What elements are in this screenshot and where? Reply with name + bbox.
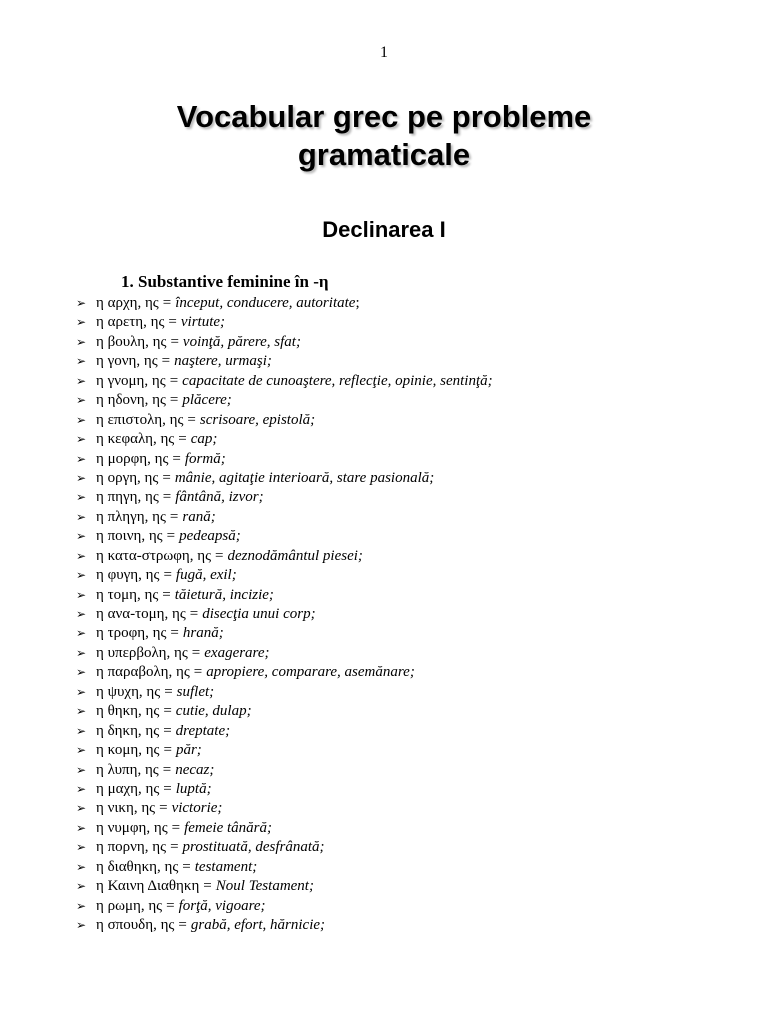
arrow-bullet-icon: ➢ — [76, 879, 87, 894]
equals-sign: = — [163, 742, 172, 759]
greek-term: η σπουδη, ης — [96, 917, 175, 933]
arrow-bullet-icon: ➢ — [76, 684, 87, 699]
arrow-bullet-icon: ➢ — [76, 645, 87, 660]
list-item — [76, 858, 493, 877]
equals-sign: = — [163, 567, 172, 584]
equals-sign: = — [169, 508, 179, 525]
romanian-meaning: voinţă, părere, sfat; — [182, 333, 301, 350]
equals-sign: = — [162, 489, 172, 506]
arrow-bullet-icon: ➢ — [76, 354, 87, 369]
equals-sign: = — [170, 625, 179, 642]
list-item — [76, 741, 493, 760]
greek-term: η νυμφη, ης — [96, 819, 168, 836]
romanian-meaning: capacitate de cunoaştere, reflecţie, opinie, sentinţă; — [182, 372, 493, 389]
arrow-bullet-icon: ➢ — [76, 568, 87, 583]
greek-term: η λυπη, ης — [96, 761, 159, 778]
equals-sign: = — [170, 333, 179, 350]
equals-sign: = — [164, 683, 173, 700]
list-item — [76, 547, 493, 566]
arrow-bullet-icon: ➢ — [76, 529, 87, 544]
greek-term: η ηδονη, ης — [96, 392, 166, 409]
equals-sign: = — [163, 703, 172, 720]
greek-term: η διαθηκη, ης — [96, 858, 179, 875]
list-item — [76, 838, 493, 857]
greek-term: η κομη, ης — [96, 742, 160, 759]
greek-term: η πληγη, ης — [96, 508, 166, 525]
romanian-meaning: victorie; — [171, 800, 223, 817]
romanian-meaning: cap; — [190, 431, 218, 448]
arrow-bullet-icon: ➢ — [76, 918, 87, 932]
romanian-meaning: necaz; — [175, 761, 215, 778]
arrow-bullet-icon: ➢ — [76, 451, 87, 466]
list-item — [76, 508, 493, 527]
list-item — [76, 761, 493, 780]
equals-sign: = — [215, 547, 224, 564]
equals-sign: = — [182, 858, 191, 875]
equals-sign: = — [191, 644, 201, 661]
list-item — [76, 605, 493, 624]
equals-sign: = — [162, 469, 171, 486]
equals-sign: = — [189, 606, 199, 622]
romanian-meaning: forţă, vigoare; — [178, 897, 266, 914]
romanian-meaning: testament; — [194, 858, 258, 875]
list-item — [76, 586, 493, 605]
greek-term: η θηκη, ης — [96, 703, 160, 720]
arrow-bullet-icon: ➢ — [76, 373, 87, 388]
greek-term: η μαχη, ης — [96, 780, 160, 797]
romanian-meaning: plăcere; — [182, 392, 232, 409]
greek-term: η γονη, ης — [96, 353, 158, 370]
equals-sign: = — [169, 372, 179, 389]
arrow-bullet-icon: ➢ — [76, 587, 87, 602]
romanian-meaning: cutie, dulap; — [175, 703, 252, 720]
arrow-bullet-icon: ➢ — [76, 607, 87, 621]
romanian-meaning: deznodământul piesei; — [227, 547, 363, 564]
greek-term: η ρωμη, ης — [96, 897, 163, 914]
greek-term: η οργη, ης — [96, 469, 159, 486]
equals-sign: = — [162, 586, 171, 603]
arrow-bullet-icon: ➢ — [76, 743, 87, 758]
equals-sign: = — [170, 839, 179, 856]
arrow-bullet-icon: ➢ — [76, 801, 87, 816]
romanian-meaning: grabă, efort, hărnicie; — [190, 917, 326, 933]
arrow-bullet-icon: ➢ — [76, 412, 87, 427]
list-item — [76, 916, 493, 935]
list-item — [76, 450, 493, 469]
romanian-meaning: prostituată, desfrânată; — [182, 839, 325, 856]
list-item — [76, 897, 493, 916]
greek-term: η τομη, ης — [96, 586, 159, 603]
greek-term: η βουλη, ης — [96, 333, 167, 350]
arrow-bullet-icon: ➢ — [76, 393, 87, 408]
list-item — [76, 488, 493, 507]
romanian-meaning: suflet; — [176, 683, 215, 700]
romanian-meaning: tăietură, incizie; — [174, 586, 274, 603]
arrow-bullet-icon: ➢ — [76, 762, 87, 777]
equals-sign: = — [163, 722, 172, 739]
arrow-bullet-icon: ➢ — [76, 490, 87, 505]
romanian-meaning: luptă; — [175, 780, 212, 797]
greek-term: η γνομη, ης — [96, 372, 166, 389]
document-title: Vocabular grec pe probleme gramaticale — [176, 99, 592, 172]
equals-sign: = — [166, 897, 175, 914]
greek-term: η Καινη Διαθηκη — [96, 878, 200, 895]
list-item — [76, 624, 493, 643]
list-item — [76, 352, 493, 371]
list-item — [76, 527, 493, 546]
list-item — [76, 722, 493, 741]
arrow-bullet-icon: ➢ — [76, 781, 87, 796]
greek-term: η ψυχη, ης — [96, 683, 161, 700]
list-item — [76, 372, 493, 391]
romanian-meaning: femeie tânără; — [184, 819, 272, 836]
greek-term: η παραβολη, ης — [96, 664, 190, 681]
arrow-bullet-icon: ➢ — [76, 296, 87, 310]
greek-term: η μορφη, ης — [96, 450, 169, 467]
greek-term: η αρετη, ης — [96, 314, 165, 331]
romanian-meaning: virtute; — [180, 314, 226, 331]
list-item — [76, 877, 493, 896]
list-item — [76, 313, 493, 332]
arrow-bullet-icon: ➢ — [76, 859, 87, 874]
romanian-meaning: pedeapsă; — [179, 528, 241, 545]
list-item — [76, 644, 493, 663]
arrow-bullet-icon: ➢ — [76, 723, 87, 738]
equals-sign: = — [171, 819, 181, 836]
arrow-bullet-icon: ➢ — [76, 626, 87, 641]
romanian-meaning: rană; — [182, 508, 216, 525]
list-item — [76, 411, 493, 430]
arrow-bullet-icon: ➢ — [76, 898, 87, 913]
greek-term: η τροφη, ης — [96, 625, 167, 642]
equals-sign: = — [168, 314, 177, 331]
romanian-meaning: exagerare; — [204, 644, 270, 661]
romanian-meaning: mânie, agitaţie interioară, stare pasională; — [174, 469, 435, 486]
equals-sign: = — [162, 761, 172, 778]
greek-term: η πηγη, ης — [96, 489, 159, 506]
list-item — [76, 683, 493, 702]
entry-terminator: ; — [355, 295, 360, 311]
equals-sign: = — [203, 878, 212, 895]
arrow-bullet-icon: ➢ — [76, 470, 87, 485]
romanian-meaning: apropiere, comparare, asemănare; — [206, 664, 415, 681]
list-item — [76, 702, 493, 721]
list-item — [76, 333, 493, 352]
equals-sign: = — [178, 917, 187, 933]
list-item — [76, 819, 493, 838]
romanian-meaning: început, conducere, autoritate — [175, 295, 356, 311]
equals-sign: = — [172, 450, 181, 467]
greek-term: η ανα-τομη, ης — [96, 606, 186, 622]
arrow-bullet-icon: ➢ — [76, 548, 87, 563]
romanian-meaning: păr; — [175, 742, 202, 759]
equals-sign: = — [161, 353, 171, 370]
section-heading: 1. Substantive feminine în -η — [121, 272, 329, 291]
greek-term: η φυγη, ης — [96, 567, 160, 584]
greek-term: η επιστολη, ης — [96, 411, 184, 428]
equals-sign: = — [187, 411, 196, 428]
equals-sign: = — [169, 392, 179, 409]
arrow-bullet-icon: ➢ — [76, 334, 87, 349]
greek-term: η υπερβολη, ης — [96, 644, 188, 661]
list-item — [76, 430, 493, 449]
arrow-bullet-icon: ➢ — [76, 315, 87, 330]
romanian-meaning: dreptate; — [175, 722, 231, 739]
greek-term: η ποινη, ης — [96, 528, 163, 545]
greek-term: η νικη, ης — [96, 800, 156, 817]
romanian-meaning: formă; — [184, 450, 226, 467]
vocabulary-list — [76, 294, 493, 935]
greek-term: η κεφαλη, ης — [96, 431, 175, 448]
romanian-meaning: fugă, exil; — [175, 567, 237, 584]
equals-sign: = — [166, 528, 176, 545]
arrow-bullet-icon: ➢ — [76, 820, 87, 835]
list-item — [76, 566, 493, 585]
list-item — [76, 799, 493, 818]
arrow-bullet-icon: ➢ — [76, 704, 87, 719]
arrow-bullet-icon: ➢ — [76, 840, 87, 855]
arrow-bullet-icon: ➢ — [76, 432, 87, 447]
arrow-bullet-icon: ➢ — [76, 665, 87, 680]
list-item — [76, 294, 493, 313]
equals-sign: = — [163, 780, 172, 797]
greek-term: η δηκη, ης — [96, 722, 160, 739]
romanian-meaning: naştere, urmaşi; — [174, 353, 272, 370]
romanian-meaning: scrisoare, epistolă; — [199, 411, 316, 428]
list-item — [76, 663, 493, 682]
arrow-bullet-icon: ➢ — [76, 509, 87, 524]
greek-term: η κατα-στρωφη, ης — [96, 547, 212, 564]
document-subtitle: Declinarea I — [322, 217, 446, 242]
equals-sign: = — [162, 295, 172, 311]
greek-term: η πορνη, ης — [96, 839, 167, 856]
list-item — [76, 780, 493, 799]
equals-sign: = — [159, 800, 168, 817]
greek-term: η αρχη, ης — [96, 295, 159, 311]
romanian-meaning: fântână, izvor; — [175, 489, 264, 506]
list-item — [76, 391, 493, 410]
romanian-meaning: hrană; — [182, 625, 224, 642]
romanian-meaning: Noul Testament; — [215, 878, 314, 895]
romanian-meaning: disecţia unui corp; — [202, 606, 316, 622]
equals-sign: = — [178, 431, 187, 448]
equals-sign: = — [193, 664, 203, 681]
list-item — [76, 469, 493, 488]
page-number: 1 — [380, 44, 388, 61]
